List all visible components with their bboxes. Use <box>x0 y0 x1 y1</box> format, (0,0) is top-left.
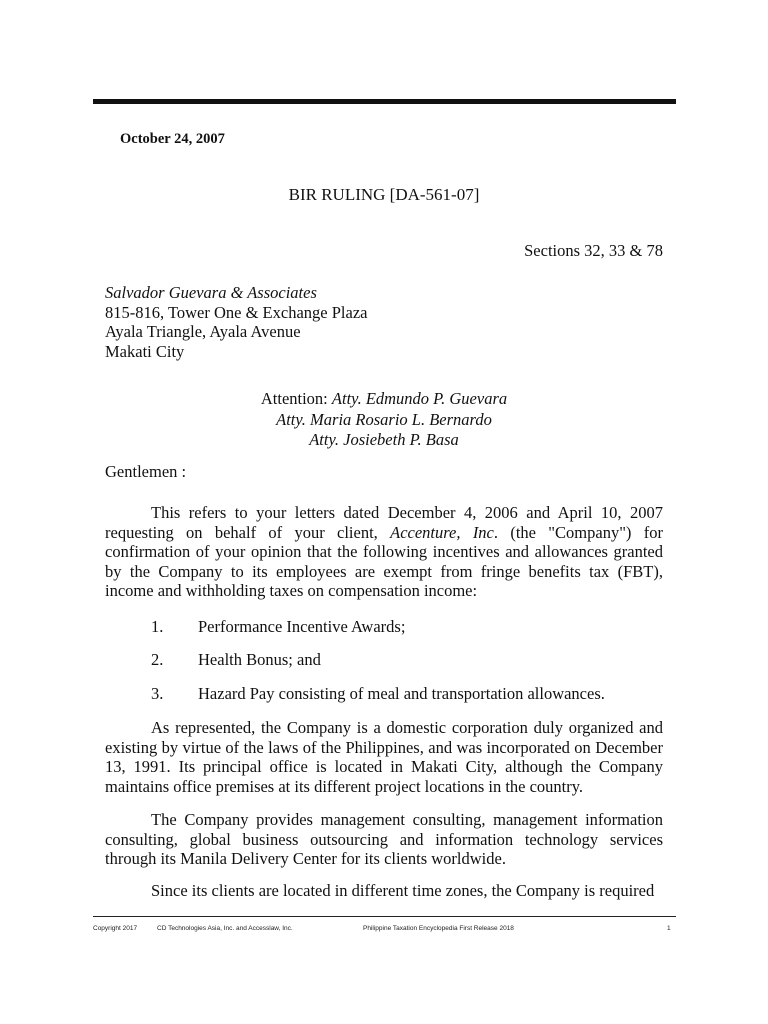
attention-line-2 <box>0 410 768 431</box>
paragraph-2: As represented, the Company is a domestic corporation duly organized and existing by virtue of the laws of the Philippines, and was incorporated on December 13, 1991. Its principal office is located in Makati City, although the Company maintains office premises at its different project locations in the country. <box>105 718 663 796</box>
salutation: Gentlemen : <box>105 462 187 481</box>
addressee-firm: Salvador Guevara & Associates <box>105 283 317 302</box>
sections-reference: Sections 32, 33 & 78 <box>524 241 663 260</box>
header-rule <box>93 99 676 104</box>
list-number: 3. <box>151 684 164 703</box>
attention-name: Atty. Maria Rosario L. Bernardo <box>276 409 492 429</box>
footer-owner: CD Technologies Asia, Inc. and Accesslaw, Inc. <box>157 925 293 932</box>
footer-copyright: Copyright 2017 <box>93 925 138 932</box>
paragraph-1 <box>105 503 663 601</box>
list-text: Health Bonus; and <box>198 650 321 669</box>
list-text: Performance Incentive Awards; <box>198 617 406 636</box>
addressee-line: Ayala Triangle, Ayala Avenue <box>105 322 301 341</box>
footer-rule <box>93 916 676 917</box>
list-item <box>151 617 405 637</box>
addressee-block <box>105 283 367 361</box>
list-number: 1. <box>151 617 164 636</box>
list-item <box>151 684 605 704</box>
footer-publication: Philippine Taxation Encyclopedia First Release 2018 <box>363 925 514 932</box>
attention-line-3 <box>0 430 768 451</box>
attention-name: Atty. Josiebeth P. Basa <box>309 430 459 449</box>
paragraph-text: . (the "Company") for confirmation of your opinion that the following incentives and allowances granted by the Company to its employees are exempt from fringe benefits tax (FBT), income and withholding taxes on compensation income: <box>105 522 663 601</box>
list-number: 2. <box>151 650 164 669</box>
attention-name: Atty. Edmundo P. Guevara <box>331 389 508 408</box>
attention-line-1 <box>0 389 768 410</box>
paragraph-4: Since its clients are located in different time zones, the Company is required <box>151 881 655 900</box>
footer-page-number: 1 <box>667 925 671 932</box>
list-item <box>151 650 321 670</box>
addressee-line: Makati City <box>105 341 185 361</box>
ruling-title: BIR RULING [DA-561-07] <box>288 185 480 204</box>
attention-label: Attention: <box>260 389 332 408</box>
client-name: Accenture, Inc <box>390 522 494 542</box>
paragraph-3: The Company provides management consulting, management information consulting, global business outsourcing and information technology services through its Manila Delivery Center for its clients worldwide. <box>105 810 663 869</box>
addressee-line: 815-816, Tower One & Exchange Plaza <box>105 302 368 322</box>
attention-block <box>0 389 768 451</box>
paragraph-text: This refers to your letters dated December 4, 2006 and April 10, 2007 requesting on behalf of your client, <box>105 503 663 542</box>
list-text: Hazard Pay consisting of meal and transportation allowances. <box>198 684 605 703</box>
document-date: October 24, 2007 <box>120 131 225 147</box>
